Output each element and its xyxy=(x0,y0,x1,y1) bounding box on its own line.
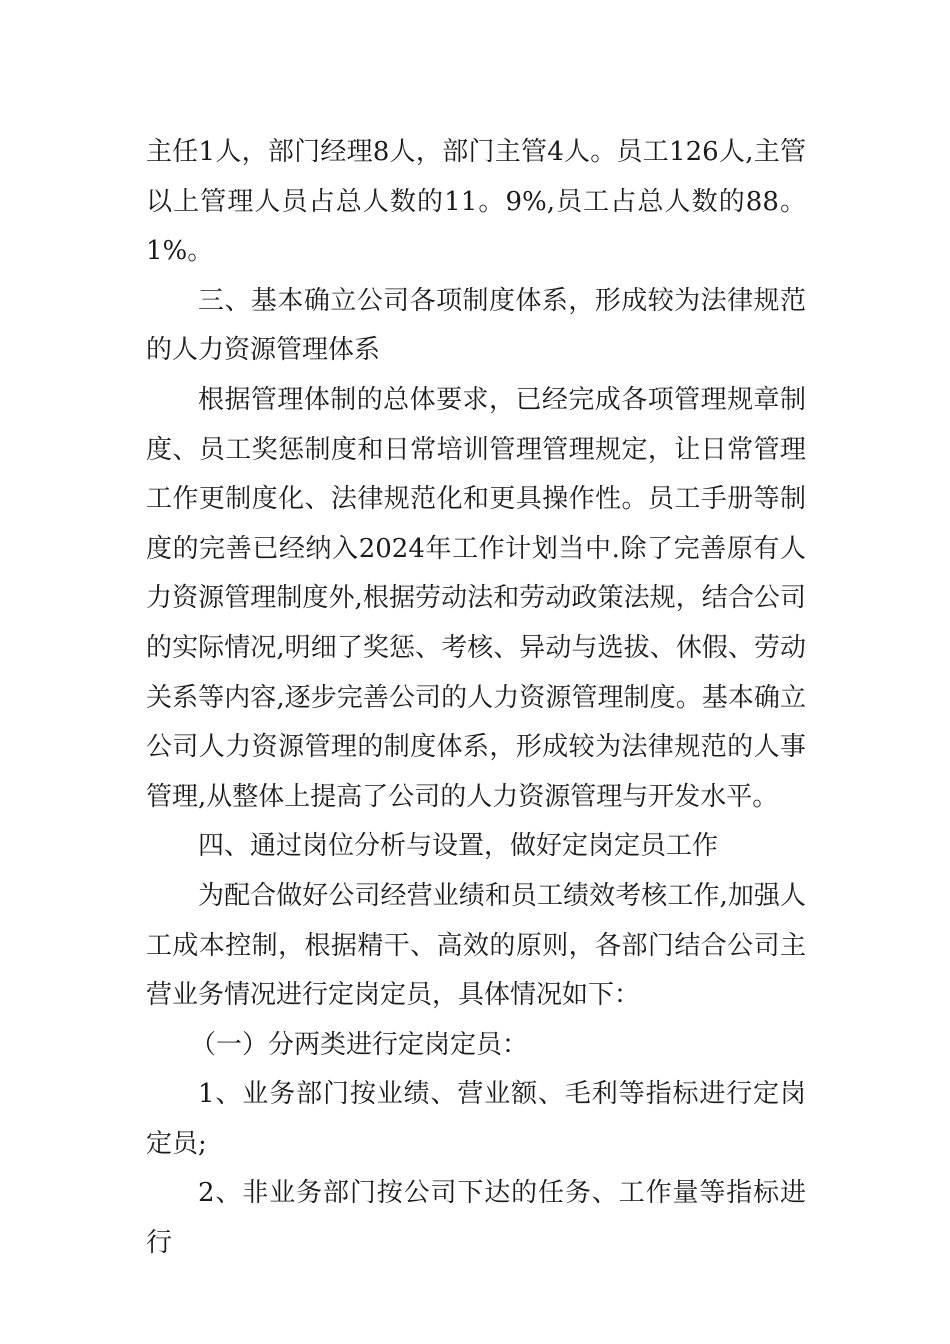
list-item-business-departments: 1、业务部门按业绩、营业额、毛利等指标进行定岗定员; xyxy=(146,1079,806,1159)
paragraph-staffing-intro: 为配合做好公司经营业绩和员工绩效考核工作,加强人工成本控制，根据精干、高效的原则，各部门结合公司主营业务情况进行定岗定员，具体情况如下： xyxy=(146,880,806,1011)
paragraph-management-rules: 根据管理体制的总体要求，已经完成各项管理规章制度、员工奖惩制度和日常培训管理管理规定，让日常管理工作更制度化、法律规范化和更具操作性。员工手册等制度的完善已经纳入2024年工作计划当中.除了完善原有人力资源管理制度外,根据劳动法和劳动政策法规，结合公司的实际情况,明细了奖惩、考核、异动与选拔、休假、劳动关系等内容,逐步完善公司的人力资源管理制度。基本确立公司人力资源管理的制度体系，形成较为法律规范的人事管理,从整体上提高了公司的人力资源管理与开发水平。 xyxy=(146,384,806,812)
list-item-non-business-departments: 2、非业务部门按公司下达的任务、工作量等指标进行 xyxy=(146,1178,806,1259)
document-body xyxy=(146,128,806,1269)
subsection-heading-one: （一）分两类进行定岗定员： xyxy=(190,1029,529,1060)
section-heading-four: 四、通过岗位分析与设置，做好定岗定员工作 xyxy=(198,831,719,862)
paragraph-staff-statistics: 主任1人，部门经理8人，部门主管4人。员工126人,主管以上管理人员占总人数的11。9%,员工占总人数的88。1%。 xyxy=(146,137,806,267)
section-heading-three: 三、基本确立公司各项制度体系，形成较为法律规范的人力资源管理体系 xyxy=(146,285,806,366)
